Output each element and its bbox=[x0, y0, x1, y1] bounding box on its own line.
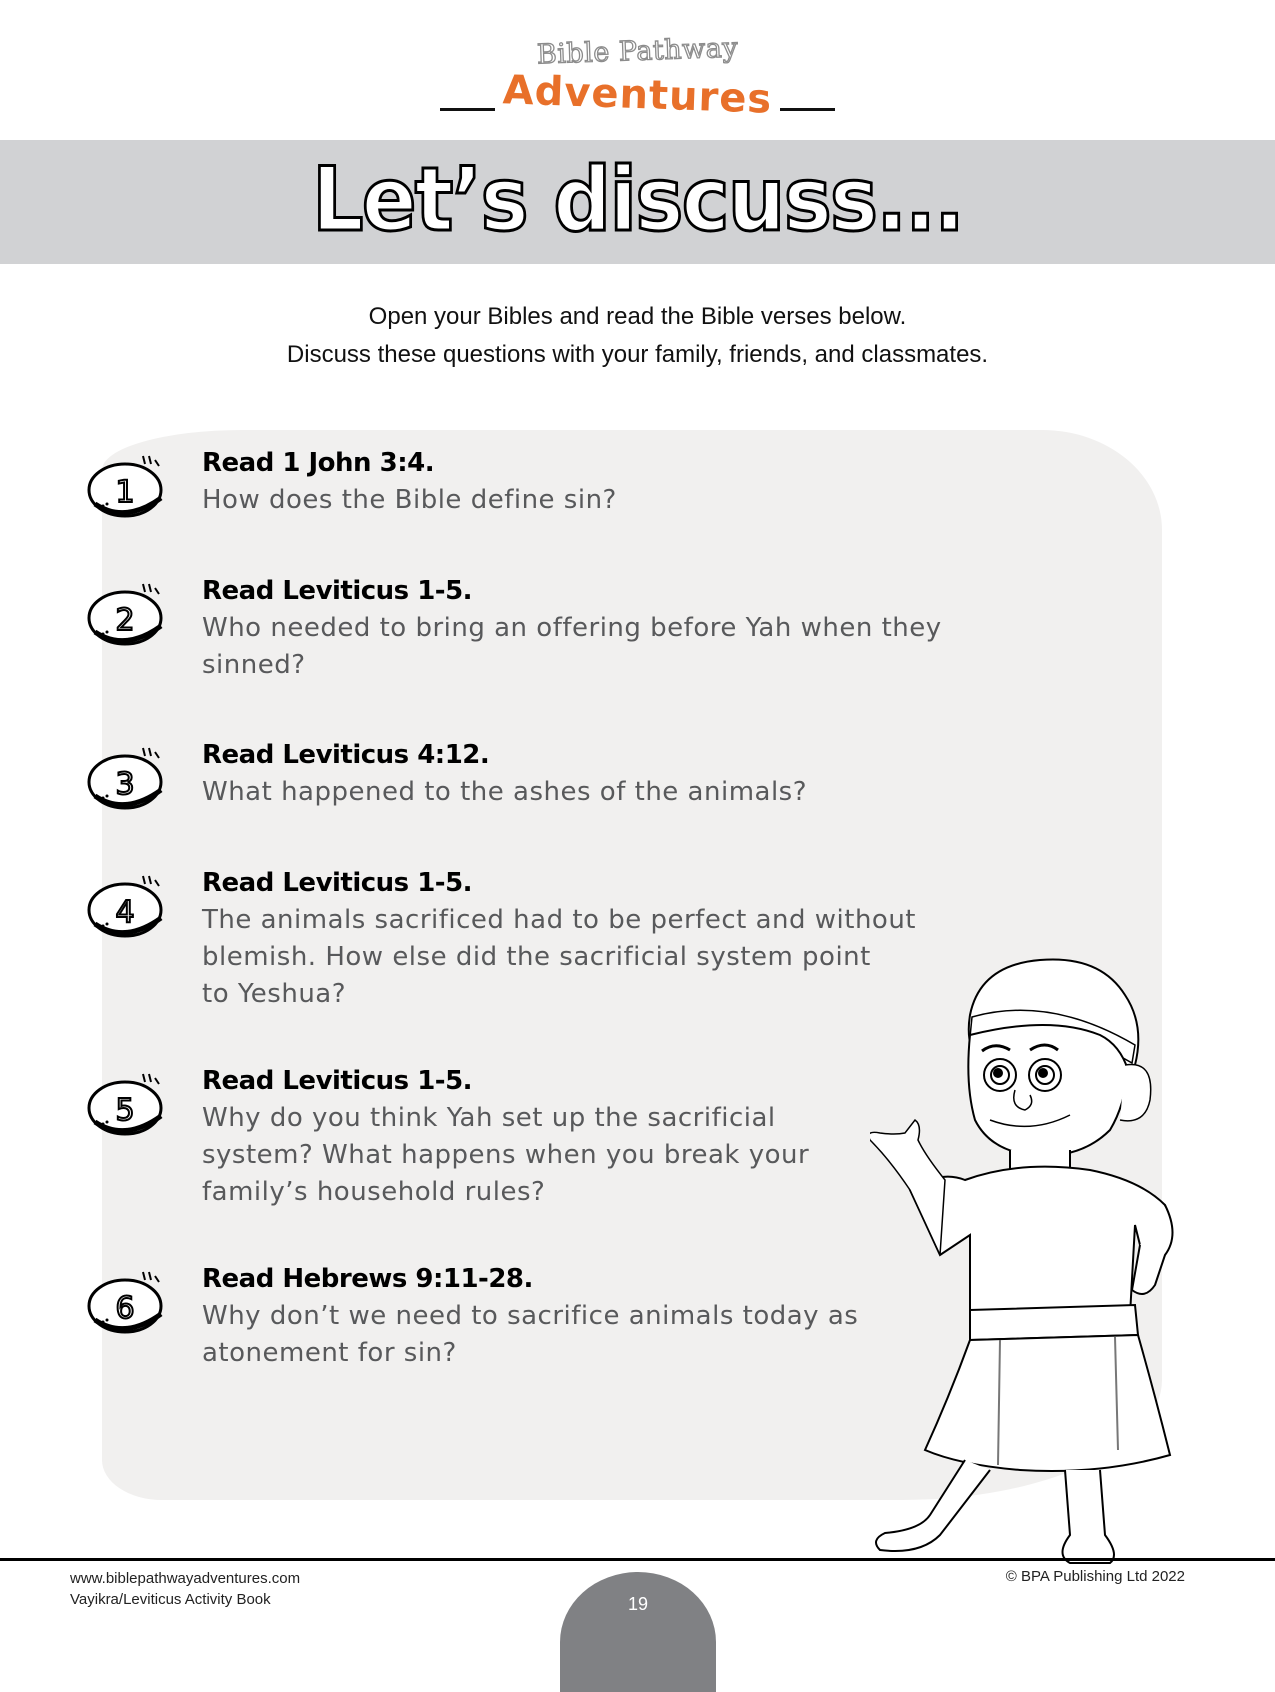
svg-text:3: 3 bbox=[115, 767, 135, 802]
brand-logo bbox=[0, 28, 1275, 123]
number-badge-icon bbox=[85, 448, 175, 520]
question-reference: Read 1 John 3:4. bbox=[202, 448, 435, 478]
logo-text-bottom: Adventures bbox=[502, 67, 773, 123]
question-text: Why do you think Yah set up the sacrificial system? What happens when you break your family’s household rules? bbox=[202, 1103, 810, 1207]
question-reference: Read Leviticus 1-5. bbox=[202, 576, 473, 606]
intro-line-2: Discuss these questions with your family, friends, and classmates. bbox=[286, 341, 989, 368]
svg-text:1: 1 bbox=[115, 475, 135, 510]
footer-divider bbox=[0, 1558, 1275, 1561]
svg-text:4: 4 bbox=[115, 895, 135, 930]
number-badge-icon bbox=[85, 740, 175, 812]
svg-text:5: 5 bbox=[115, 1093, 135, 1128]
svg-text:6: 6 bbox=[115, 1291, 135, 1326]
title-banner bbox=[0, 140, 1275, 264]
question-reference: Read Leviticus 1-5. bbox=[202, 868, 473, 898]
page-title: Let’s discuss... bbox=[311, 148, 964, 251]
cartoon-boy-presenting-icon bbox=[870, 955, 1210, 1565]
question-reference: Read Hebrews 9:11-28. bbox=[202, 1264, 533, 1294]
footer-copyright: © BPA Publishing Ltd 2022 bbox=[1005, 1568, 1185, 1585]
number-badge-icon bbox=[85, 576, 175, 648]
intro-line-1: Open your Bibles and read the Bible verses below. bbox=[368, 303, 907, 330]
question-reference: Read Leviticus 4:12. bbox=[202, 740, 490, 770]
svg-text:2: 2 bbox=[115, 603, 135, 638]
question-text: How does the Bible define sin? bbox=[202, 485, 617, 515]
footer-left bbox=[70, 1568, 300, 1610]
question-text: Who needed to bring an offering before Yah when they sinned? bbox=[202, 613, 942, 680]
logo-text-top: Bible Pathway bbox=[536, 32, 739, 71]
question-text: What happened to the ashes of the animals? bbox=[202, 777, 808, 807]
number-badge-icon bbox=[85, 1066, 175, 1138]
number-badge-icon bbox=[85, 868, 175, 940]
question-text: Why don’t we need to sacrifice animals today as atonement for sin? bbox=[202, 1301, 859, 1368]
footer-website: www.biblepathwayadventures.com bbox=[70, 1570, 301, 1587]
footer-book-title: Vayikra/Leviticus Activity Book bbox=[70, 1591, 271, 1608]
page-number: 19 bbox=[627, 1594, 649, 1614]
page-number-tab bbox=[560, 1572, 716, 1692]
number-badge-icon bbox=[85, 1264, 175, 1336]
question-text: The animals sacrificed had to be perfect and without blemish. How else did the sacrificial system point to Yeshua? bbox=[202, 905, 916, 1009]
question-reference: Read Leviticus 1-5. bbox=[202, 1066, 473, 1096]
intro-text bbox=[0, 298, 1275, 374]
